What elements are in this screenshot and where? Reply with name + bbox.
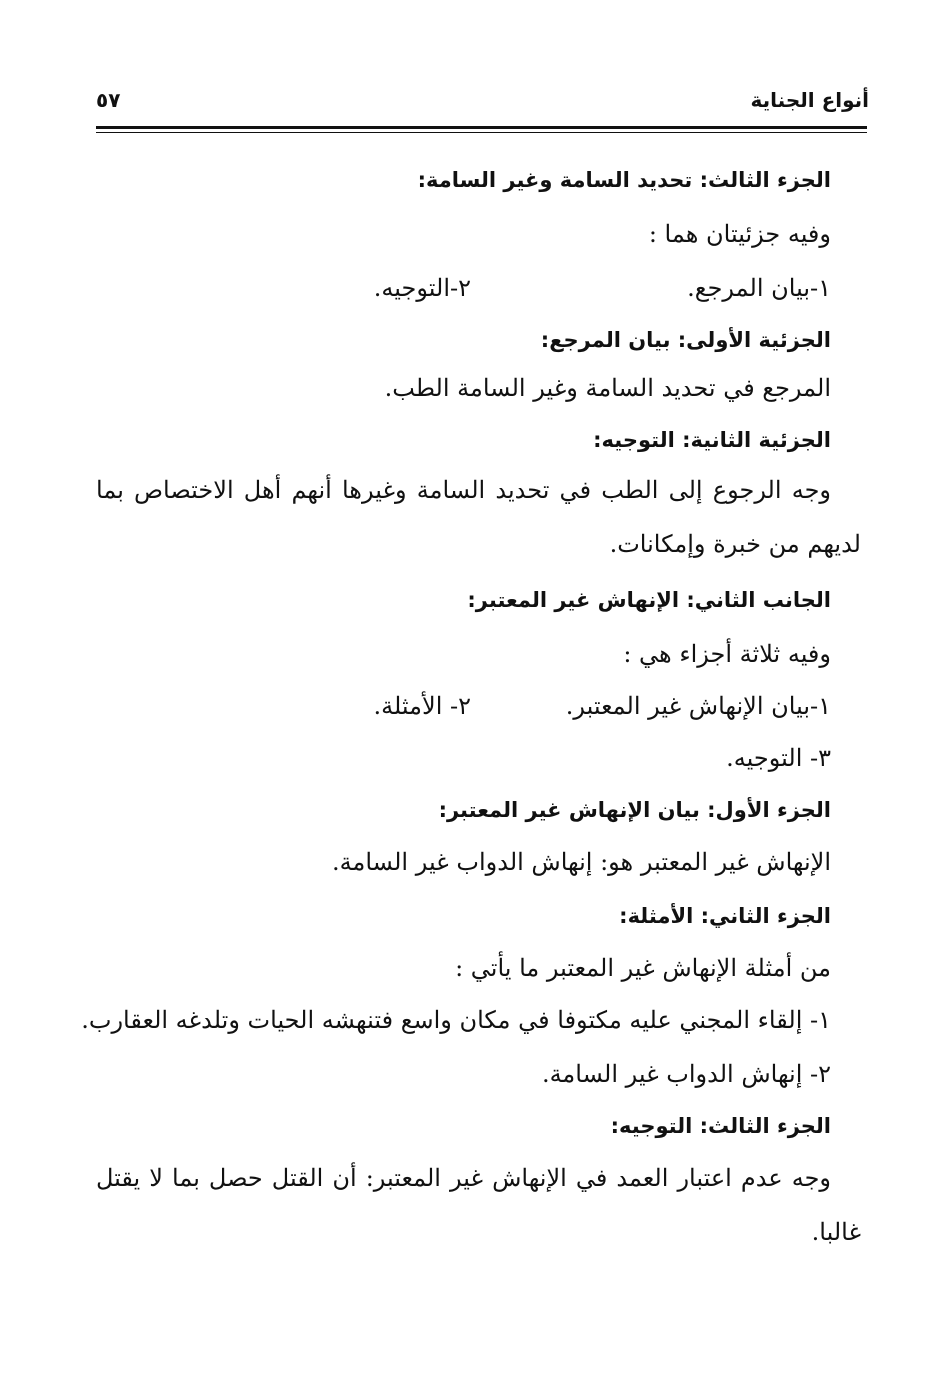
paragraph-3-line-2: لديهم من خبرة وإمكانات. xyxy=(609,530,861,558)
paragraph-7-line-1: وجه عدم اعتبار العمد في الإنهاش غير المعتبر: أن القتل حصل بما لا يقتل xyxy=(96,1164,831,1192)
section-heading-7: الجزء الثالث: التوجيه: xyxy=(610,1114,831,1138)
list-item: ١-بيان المرجع. xyxy=(687,274,831,302)
paragraph-6: من أمثلة الإنهاش غير المعتبر ما يأتي : xyxy=(455,954,831,982)
section-heading-1: الجزء الثالث: تحديد السامة وغير السامة: xyxy=(417,168,831,192)
paragraph-4: وفيه ثلاثة أجزاء هي : xyxy=(623,640,831,668)
list-item: ١-بيان الإنهاش غير المعتبر. xyxy=(565,692,831,720)
header-rule-thin xyxy=(96,132,867,133)
paragraph-1: وفيه جزئيتان هما : xyxy=(648,220,831,248)
section-heading-4: الجانب الثاني: الإنهاش غير المعتبر: xyxy=(467,588,831,612)
running-title: أنواع الجناية xyxy=(750,88,869,112)
section-heading-3: الجزئية الثانية: التوجيه: xyxy=(593,428,831,452)
list-item-3: ٣- التوجيه. xyxy=(726,744,831,772)
paragraph-3-line-1: وجه الرجوع إلى الطب في تحديد السامة وغيرها أنهم أهل الاختصاص بما xyxy=(96,476,831,504)
list-item: ٢-التوجيه. xyxy=(373,274,471,302)
page-number: ٥٧ xyxy=(96,88,121,112)
paragraph-5: الإنهاش غير المعتبر هو: إنهاش الدواب غير السامة. xyxy=(332,848,831,876)
header-rule-thick xyxy=(96,126,867,129)
example-1: ١- إلقاء المجني عليه مكتوفا في مكان واسع فتنهشه الحيات وتلدغه العقارب. xyxy=(81,1006,831,1034)
page-header xyxy=(96,88,869,124)
section-heading-5: الجزء الأول: بيان الإنهاش غير المعتبر: xyxy=(438,798,831,822)
section-heading-2: الجزئية الأولى: بيان المرجع: xyxy=(540,328,831,352)
section-heading-6: الجزء الثاني: الأمثلة: xyxy=(619,904,831,928)
paragraph-7-line-2: غالبا. xyxy=(811,1218,861,1246)
example-2: ٢- إنهاش الدواب غير السامة. xyxy=(541,1060,831,1088)
paragraph-2: المرجع في تحديد السامة وغير السامة الطب. xyxy=(384,374,831,402)
list-item: ٢- الأمثلة. xyxy=(373,692,471,720)
